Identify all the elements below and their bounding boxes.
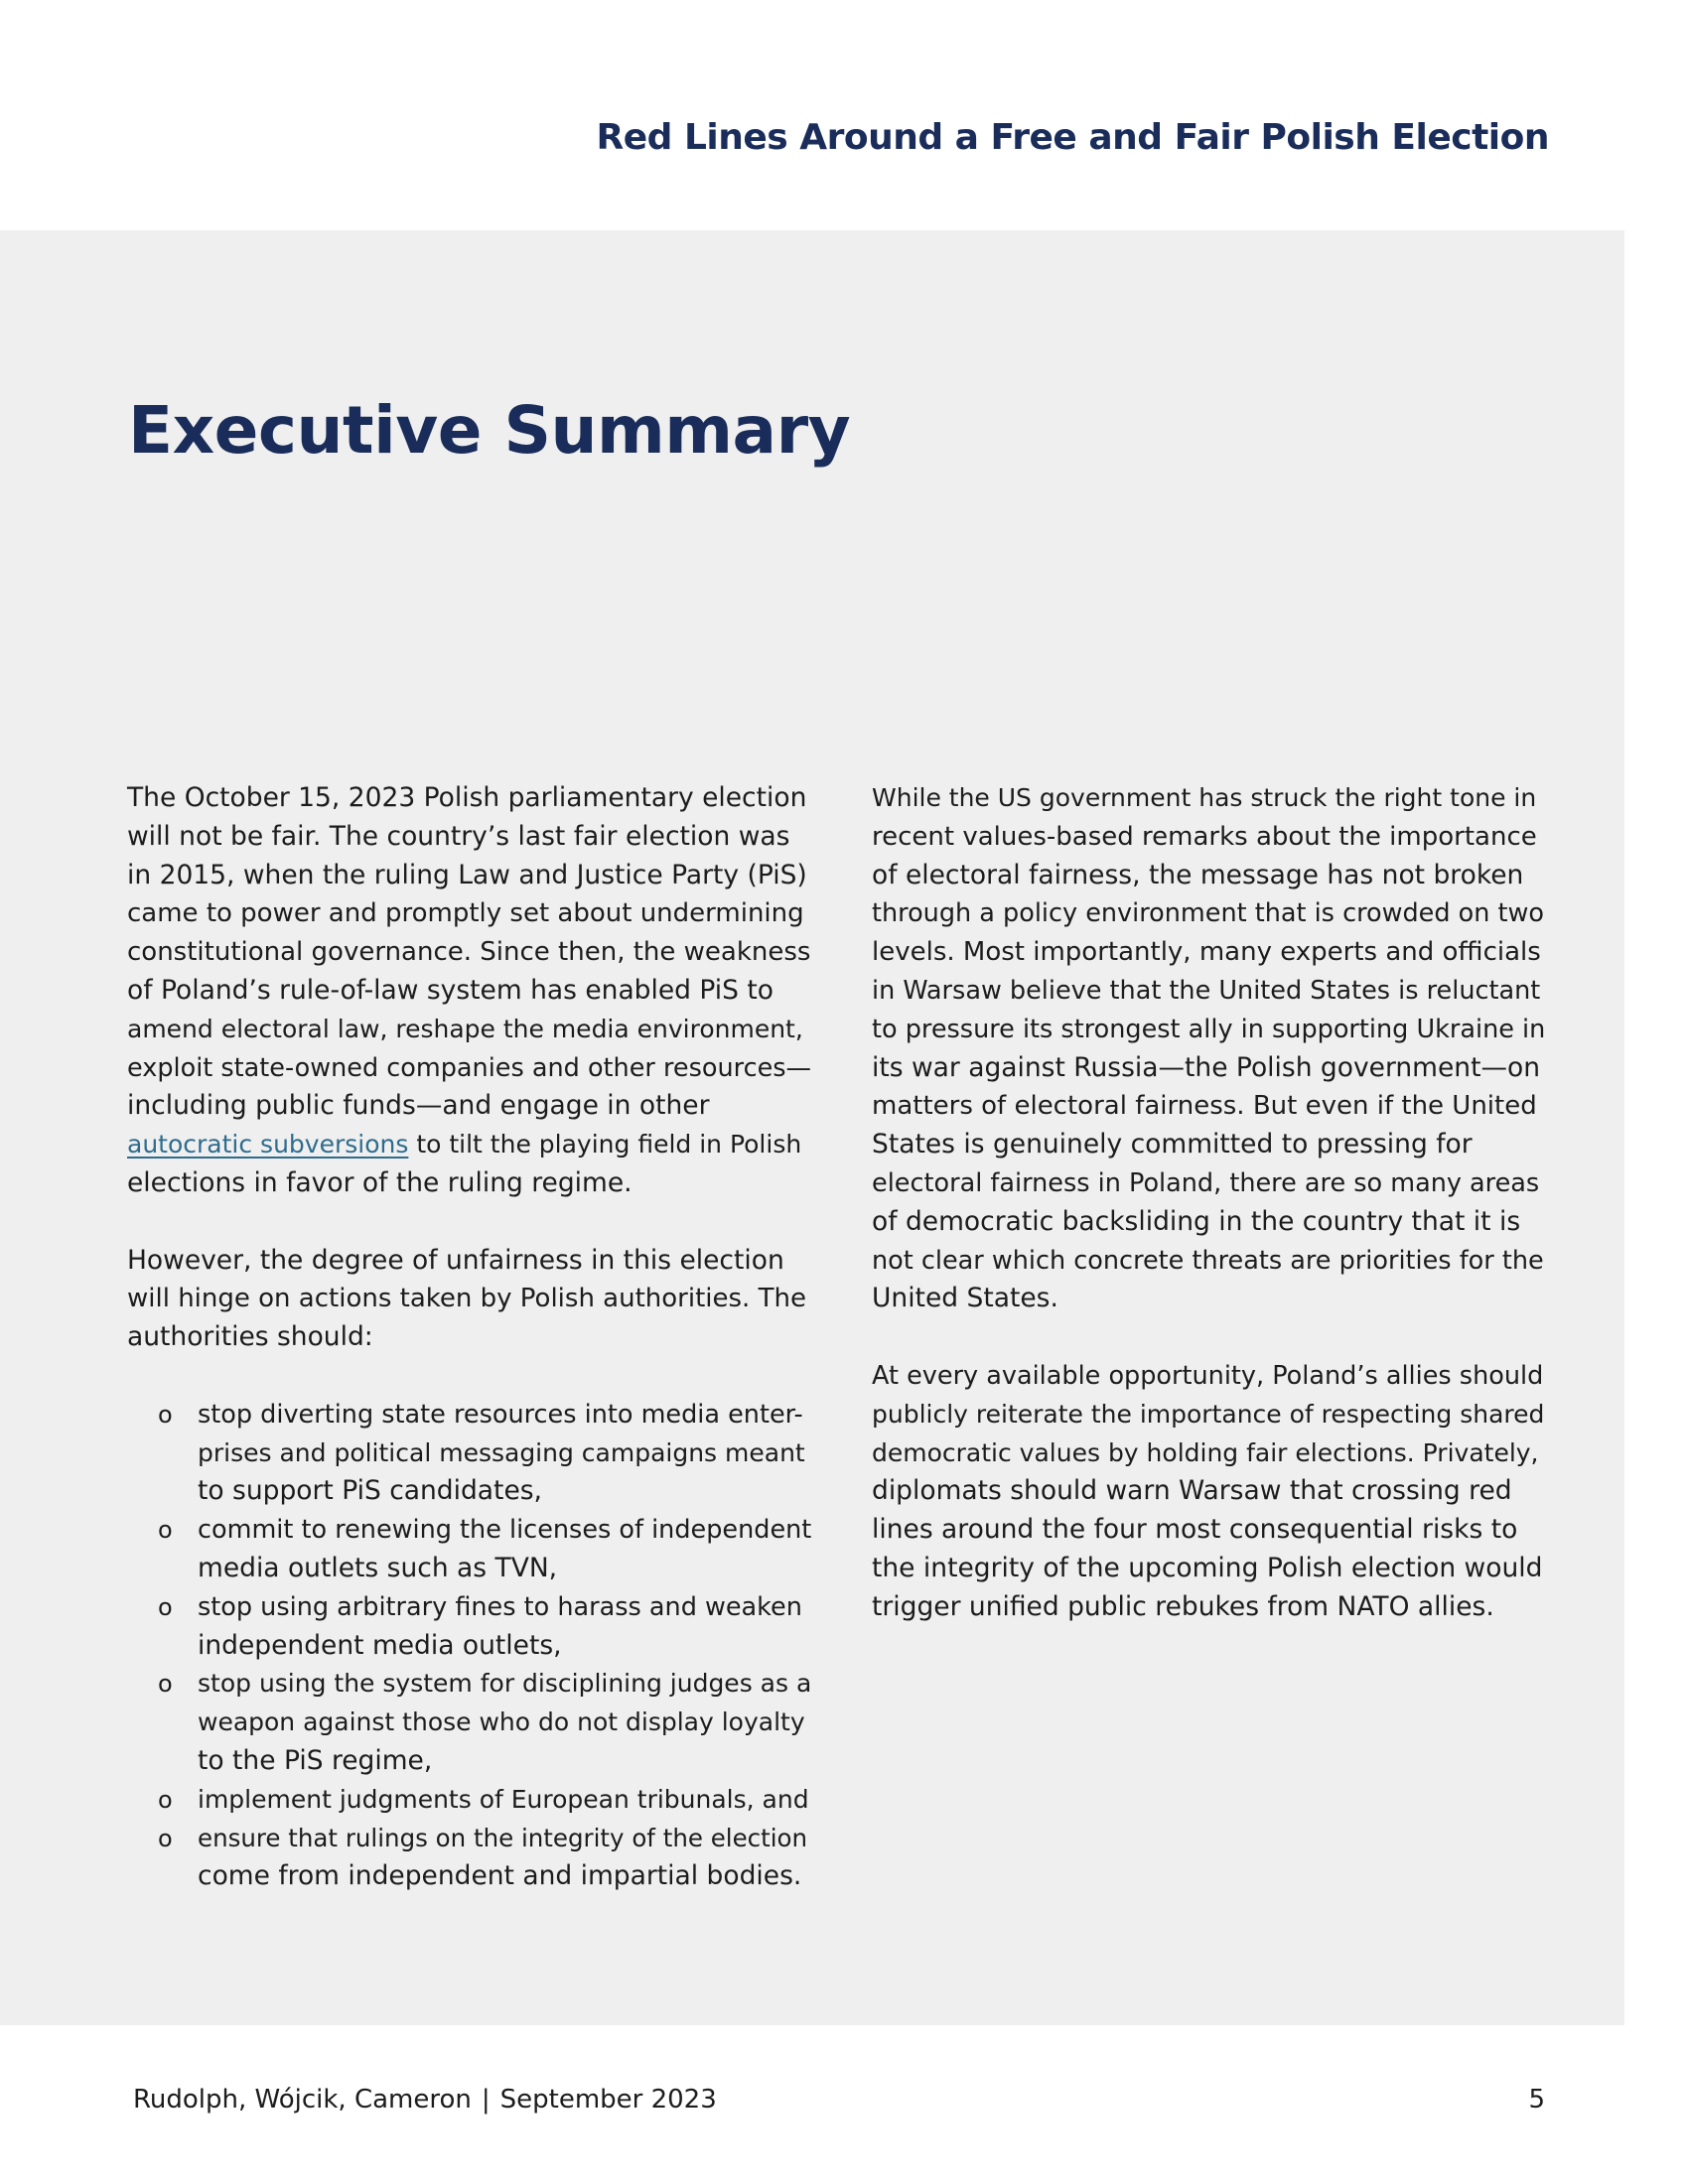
left-paragraph-2 [127, 1242, 812, 1357]
text-line: While the US government has struck the right tone in [872, 783, 1537, 812]
text-line: At every available opportunity, Poland’s allies should [872, 1360, 1544, 1391]
right-paragraph-1 [872, 779, 1547, 1318]
text-line: electoral fairness in Poland, there are so many areas [872, 1167, 1540, 1198]
page-title: Executive Summary [128, 392, 851, 469]
text-line: to the PiS regime, [198, 1744, 433, 1776]
text-line: came to power and promptly set about undermining [127, 898, 804, 929]
text-line: United States. [872, 1283, 1058, 1314]
text-line: not clear which concrete threats are priorities for the [872, 1245, 1544, 1276]
text-line: stop diverting state resources into media enter- [198, 1399, 803, 1430]
text-line: to support PiS candidates, [198, 1475, 542, 1507]
text-line: trigger unified public rebukes from NATO allies. [872, 1590, 1494, 1622]
text-line: independent media outlets, [198, 1629, 562, 1661]
footer-authors: Rudolph, Wójcik, Cameron [133, 2085, 472, 2115]
text-line: through a policy environment that is crowded on two [872, 898, 1544, 929]
text-line: in 2015, when the ruling Law and Justice Party (PiS) [127, 859, 807, 890]
bullet-marker: o [158, 1592, 173, 1621]
text-line: will hinge on actions taken by Polish authorities. The [127, 1284, 806, 1314]
text-line: democratic values by holding fair elections. Privately, [872, 1437, 1539, 1467]
text-line: constitutional governance. Since then, the weakness [127, 937, 811, 968]
text-line: will not be fair. The country’s last fair election was [127, 820, 790, 852]
footer-separator: | [481, 2085, 491, 2115]
text-line: diplomats should warn Warsaw that crossing red [872, 1475, 1512, 1507]
right-column [872, 779, 1547, 1665]
text-line: including public funds—and engage in other [127, 1090, 710, 1122]
bullet-marker: o [158, 1670, 173, 1699]
text-line: to pressure its strongest ally in supporting Ukraine in [872, 1014, 1546, 1044]
text-line: However, the degree of unfairness in this election [127, 1244, 784, 1276]
text-line: commit to renewing the licenses of independent [198, 1515, 812, 1546]
footer-date: September 2023 [499, 2085, 717, 2115]
recommendations-list [127, 1396, 812, 1896]
text-line: of electoral fairness, the message has not broken [872, 859, 1524, 890]
text-line: recent values-based remarks about the importance [872, 821, 1537, 852]
footer-authors-date [133, 2085, 717, 2115]
text-line: elections in favor of the ruling regime. [127, 1166, 633, 1198]
text-line: The October 15, 2023 Polish parliamentary election [127, 782, 807, 813]
text-line: the integrity of the upcoming Polish election would [872, 1552, 1543, 1583]
text-line: States is genuinely committed to pressing for [872, 1129, 1473, 1160]
list-item [127, 1781, 812, 1820]
bullet-marker: o [158, 1785, 173, 1814]
bullet-marker: o [158, 1824, 173, 1852]
text-line: come from independent and impartial bodies. [198, 1860, 802, 1892]
text-line: matters of electoral fairness. But even if the United [872, 1091, 1537, 1122]
text-line: ensure that rulings on the integrity of the election [198, 1823, 808, 1852]
running-header-title: Red Lines Around a Free and Fair Polish Election [596, 117, 1549, 158]
text-line: implement judgments of European tribunals, and [198, 1784, 809, 1814]
left-column [127, 779, 812, 1896]
text-line: its war against Russia—the Polish government—on [872, 1051, 1540, 1083]
left-paragraph-1 [127, 779, 812, 1203]
text-line: exploit state-owned companies and other resources— [127, 1052, 812, 1083]
list-item [127, 1665, 812, 1780]
text-line: of democratic backsliding in the country that it is [872, 1205, 1521, 1237]
text-line-with-link [127, 1126, 812, 1164]
text-line: weapon against those who do not display loyalty [198, 1707, 805, 1737]
list-item [127, 1511, 812, 1588]
text-line: amend electoral law, reshape the media environment, [127, 1014, 803, 1043]
bullet-marker: o [158, 1516, 173, 1545]
right-paragraph-2 [872, 1357, 1547, 1627]
text-line: levels. Most importantly, many experts and officials [872, 937, 1541, 968]
text-line: of Poland’s rule-of-law system has enabled PiS to [127, 974, 774, 1006]
page-number: 5 [1528, 2085, 1545, 2115]
text-after-link: to tilt the playing field in Polish [408, 1130, 802, 1160]
text-line: stop using arbitrary fines to harass and weaken [198, 1591, 802, 1622]
text-line: in Warsaw believe that the United States is reluctant [872, 975, 1541, 1006]
autocratic-subversions-link[interactable]: autocratic subversions [127, 1130, 409, 1160]
text-line: stop using the system for disciplining judges as a [198, 1669, 812, 1699]
text-line: prises and political messaging campaigns meant [198, 1437, 805, 1467]
list-item [127, 1396, 812, 1511]
list-item [127, 1820, 812, 1897]
text-line: media outlets such as TVN, [198, 1552, 558, 1583]
list-item [127, 1588, 812, 1666]
text-line: authorities should: [127, 1321, 373, 1353]
text-line: lines around the four most consequential risks to [872, 1514, 1518, 1546]
bullet-marker: o [158, 1400, 173, 1429]
text-line: publicly reiterate the importance of respecting shared [872, 1399, 1545, 1429]
